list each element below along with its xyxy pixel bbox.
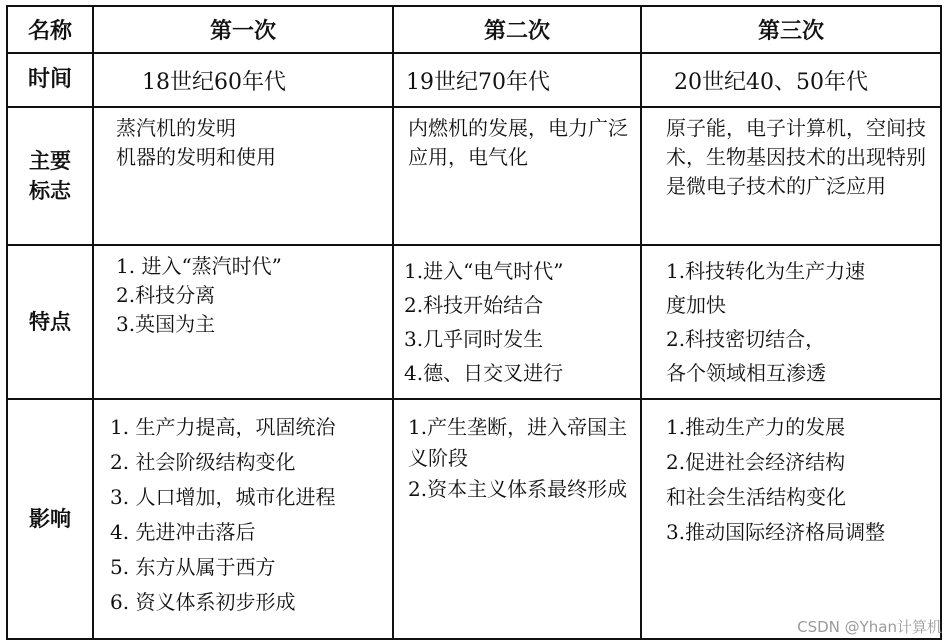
header-name: 名称 (7, 6, 93, 53)
time-row (7, 53, 941, 107)
signs-label-line2: 标志 (29, 179, 71, 203)
features-first (93, 245, 393, 399)
time-first: 18世纪60年代 (93, 53, 393, 107)
list-item: 蒸汽机的发明 (116, 116, 236, 140)
list-item: 机器的发明和使用 (116, 145, 276, 169)
signs-second-text: 内燃机的发展，电力广泛应用，电气化 (408, 116, 628, 169)
list-item: 6. 资义体系初步形成 (110, 590, 296, 614)
signs-second (393, 107, 641, 245)
list-item: 1. 进入“蒸汽时代” (116, 254, 282, 278)
features-third (641, 245, 941, 399)
header-first: 第一次 (93, 6, 393, 53)
time-third: 20世纪40、50年代 (641, 53, 941, 107)
list-item: 1. 生产力提高，巩固统治 (110, 415, 336, 439)
list-item: 3.英国为主 (116, 312, 216, 336)
list-item: 和社会生活结构变化 (666, 485, 846, 509)
features-second (393, 245, 641, 399)
list-item: 4.德、日交叉进行 (404, 361, 564, 385)
time-label: 时间 (7, 53, 93, 107)
influence-third (641, 399, 941, 639)
features-row (7, 245, 941, 399)
list-item: 1.推动生产力的发展 (666, 415, 846, 439)
signs-label-line1: 主要 (29, 149, 71, 173)
signs-row (7, 107, 941, 245)
list-item: 5. 东方从属于西方 (110, 555, 276, 579)
header-second: 第二次 (393, 6, 641, 53)
list-item: 1.产生垄断，进入帝国主义阶段 (408, 415, 628, 470)
time-second: 19世纪70年代 (393, 53, 641, 107)
signs-label (7, 107, 93, 245)
list-item: 3. 人口增加，城市化进程 (110, 485, 336, 509)
list-item: 2.科技密切结合， (666, 327, 826, 351)
list-item: 2.促进社会经济结构 (666, 450, 846, 474)
list-item: 各个领域相互渗透 (666, 361, 826, 385)
list-item: 2.科技开始结合 (404, 293, 544, 317)
list-item: 4. 先进冲击落后 (110, 520, 256, 544)
list-item: 2.科技分离 (116, 283, 216, 307)
influence-row (7, 399, 941, 639)
list-item: 1.科技转化为生产力速 (666, 259, 866, 283)
influence-second (393, 399, 641, 639)
list-item: 2.资本主义体系最终形成 (408, 477, 628, 501)
header-third: 第三次 (641, 6, 941, 53)
list-item: 3.几乎同时发生 (404, 327, 544, 351)
influence-label: 影响 (7, 399, 93, 639)
header-row (7, 6, 941, 53)
influence-first (93, 399, 393, 639)
list-item: 度加快 (666, 293, 726, 317)
list-item: 2. 社会阶级结构变化 (110, 450, 296, 474)
list-item: 1.进入“电气时代” (404, 259, 564, 283)
watermark: CSDN @Yhan计算机 (797, 618, 942, 636)
signs-third (641, 107, 941, 245)
signs-third-text: 原子能，电子计算机，空间技术，生物基因技术的出现特别是微电子技术的广泛应用 (666, 116, 926, 198)
list-item: 3.推动国际经济格局调整 (666, 520, 886, 544)
signs-first (93, 107, 393, 245)
features-label: 特点 (7, 245, 93, 399)
industrial-revolution-table (6, 5, 942, 640)
